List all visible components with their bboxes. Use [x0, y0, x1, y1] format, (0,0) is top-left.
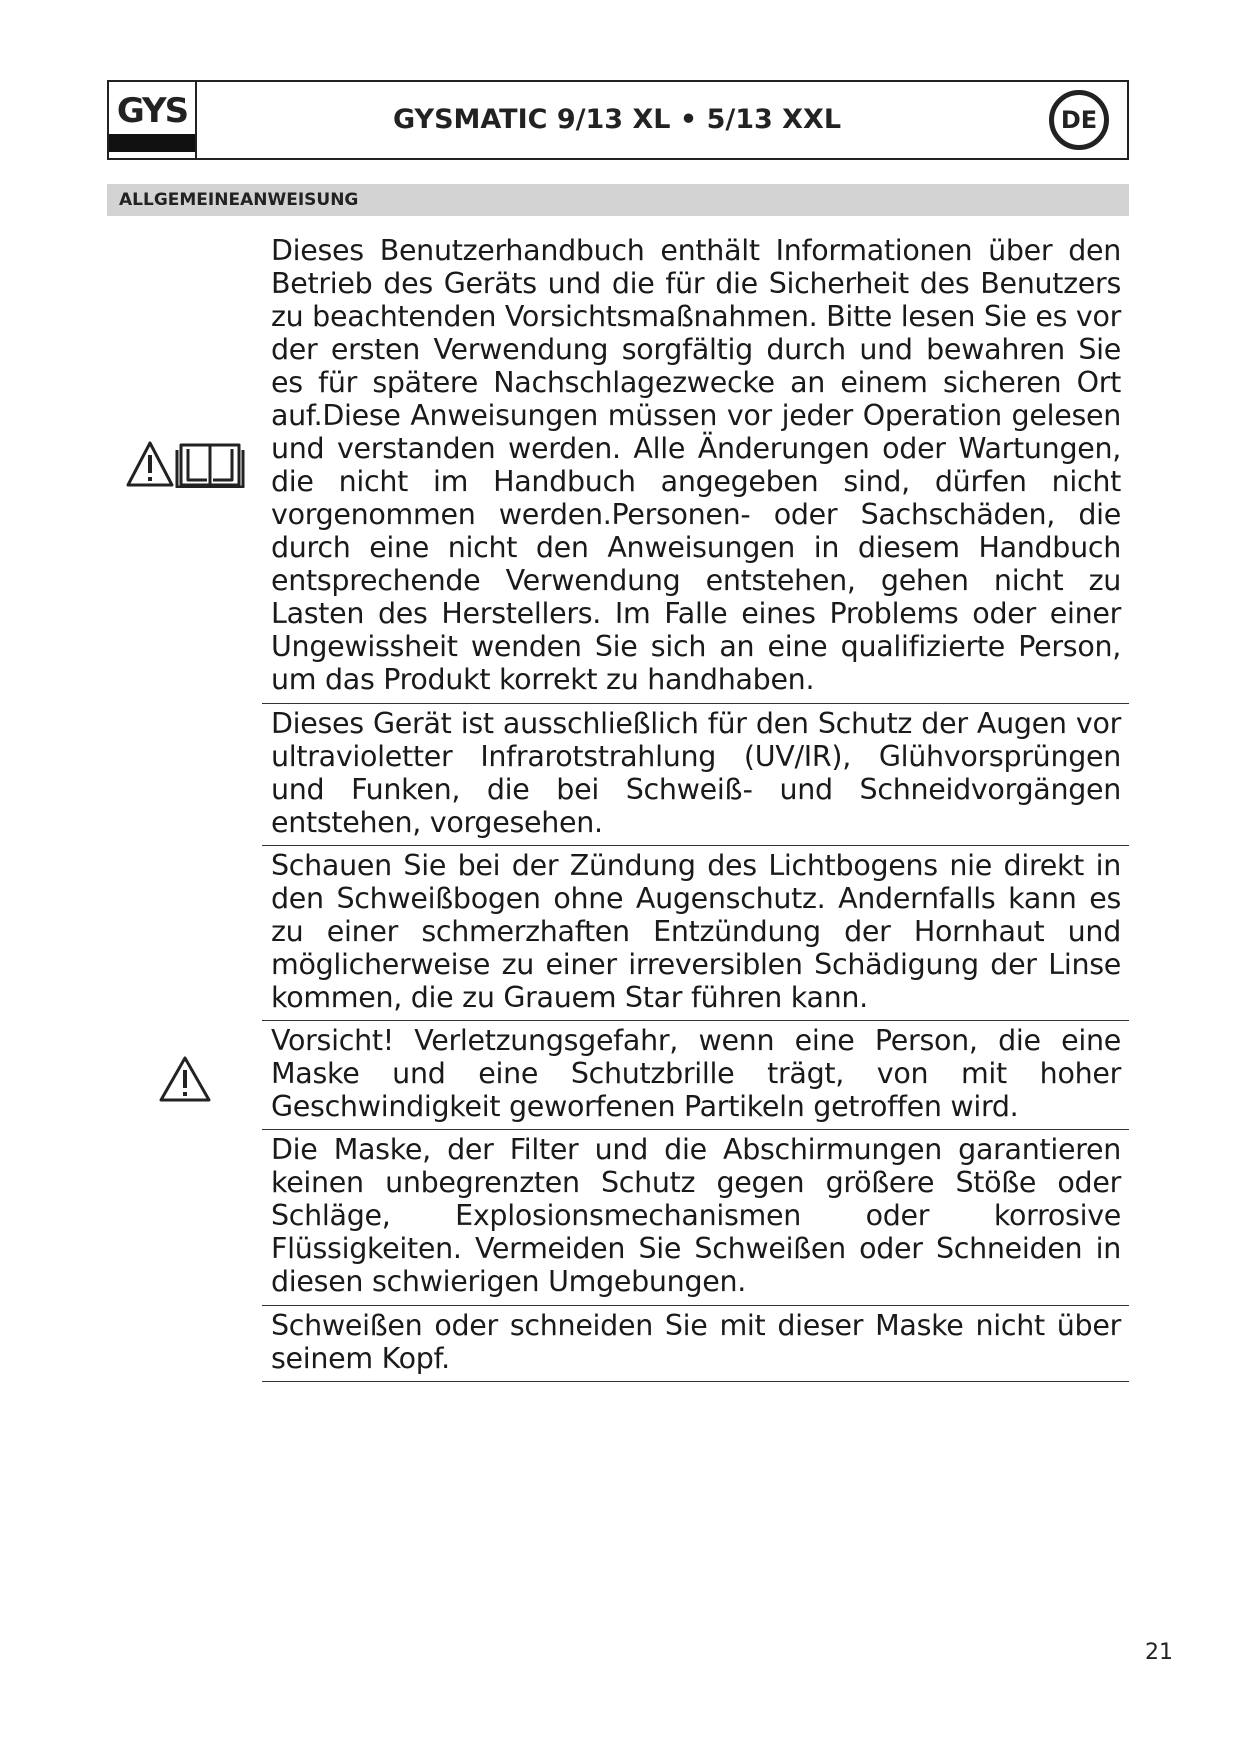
book-icon — [177, 445, 243, 487]
paragraph-general-info: Dieses Benutzerhandbuch enthält Informationen über den Betrieb des Geräts und die für die Sicherheit des Benutzers zu beachtenden Vorsichtsmaßnahmen. Bitte lesen Sie es vor der ersten Verwendung sorgfältig durch und bewahren Sie es für spätere Nachschlagezwecke an einem sicheren Ort auf.Diese Anweisungen müssen vor jeder Operation gelesen und verstanden werden. Alle Änderungen oder Wartungen, die nicht im Handbuch angegeben sind, dürfen nicht vorgenommen werden.Personen- oder Sachschäden, die durch eine nicht den Anweisungen in diesem Handbuch entsprechende Verwendung entstehen, gehen nicht zu Lasten des Herstellers. Im Falle eines Problems oder einer Ungewissheit wenden Sie sich an eine qualifizierte Person, um das Produkt korrekt zu handhaben. — [271, 234, 1121, 696]
document-title: GYSMATIC 9/13 XL • 5/13 XXL — [392, 104, 842, 135]
page-number: 21 — [1145, 1640, 1173, 1665]
paragraph-eye-warning: Schauen Sie bei der Zündung des Lichtbogens nie direkt in den Schweißbogen ohne Augenschutz. Andernfalls kann es zu einer schmerzhaften Entzündung der Hornhaut und möglicherweise zu einer irreversiblen Schädigung der Linse kommen, die zu Grauem Star führen kann. — [271, 849, 1121, 1014]
section-title: ALLGEMEINEANWEISUNG — [119, 190, 359, 210]
warning-triangle-icon — [158, 1055, 212, 1103]
paragraph-overhead-warning: Schweißen oder schneiden Sie mit dieser Maske nicht über seinem Kopf. — [271, 1309, 1121, 1375]
gys-logo — [109, 82, 197, 158]
warning-read-manual-icon — [126, 440, 246, 488]
paragraph-injury-warning: Vorsicht! Verletzungsgefahr, wenn eine Person, die eine Maske und eine Schutzbrille trägt, von mit hoher Geschwindigkeit geworfenen Partikeln getroffen wird. — [271, 1024, 1121, 1123]
logo-bar — [109, 134, 195, 152]
language-badge: DE — [1049, 90, 1109, 150]
divider — [262, 1381, 1129, 1382]
divider — [262, 845, 1129, 846]
paragraph-device-purpose: Dieses Gerät ist ausschließlich für den Schutz der Augen vor ultravioletter Infrarotstrahlung (UV/IR), Glühvorsprüngen und Funken, die bei Schweiß- und Schneidvorgängen entstehen, vorgesehen. — [271, 707, 1121, 839]
divider — [262, 1129, 1129, 1130]
section-header — [107, 184, 1129, 216]
page-header — [107, 80, 1129, 160]
divider — [262, 1305, 1129, 1306]
logo-text: GYS — [116, 91, 188, 131]
paragraph-protection-limits: Die Maske, der Filter und die Abschirmungen garantieren keinen unbegrenzten Schutz gegen größere Stöße oder Schläge, Explosionsmechanismen oder korrosive Flüssigkeiten. Vermeiden Sie Schweißen oder Schneiden in diesen schwierigen Umgebungen. — [271, 1133, 1121, 1298]
divider — [262, 1020, 1129, 1021]
divider — [262, 703, 1129, 704]
